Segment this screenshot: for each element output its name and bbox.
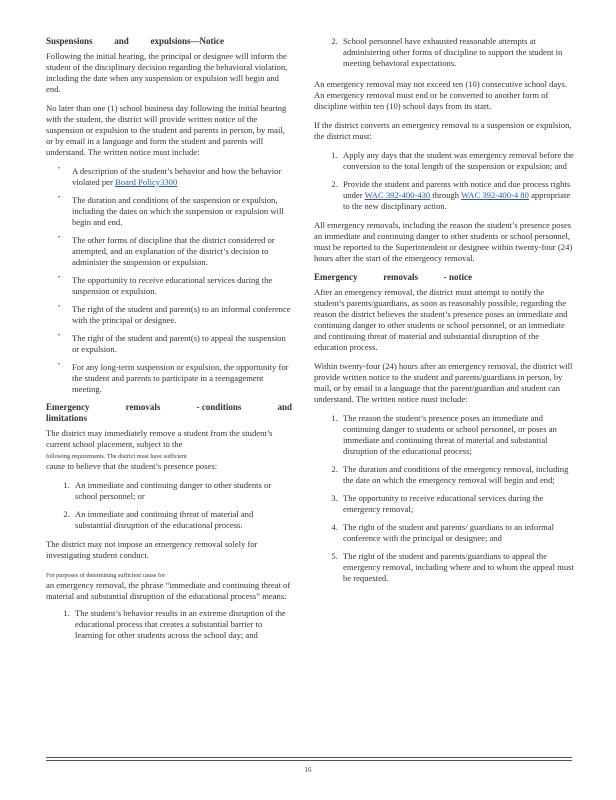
list-item: 2. The duration and conditions of the emergency removal, including the date on which the emergency removal will begin and end; bbox=[340, 464, 574, 486]
list-item-text: through bbox=[432, 190, 460, 200]
wac-link-1[interactable]: WAC 392-400-430 bbox=[364, 190, 431, 200]
page-number: 16 bbox=[304, 766, 312, 774]
list-item-text: A description of the student’s behavior and how the behavior violated per bbox=[72, 165, 282, 187]
list-item bbox=[46, 166, 292, 188]
paragraph: After an emergency removal, the district must attempt to notify the student’s parents/guardians, as soon as reasonably possible, regarding the reason the district believes the student’s presence poses an immediate and continuing danger to other students or school personnel, or an immediate and continuing threat of material and substantial disruption of the education process. bbox=[314, 286, 568, 352]
numbered-list bbox=[314, 150, 574, 212]
list-item: • The opportunity to receive educational services during the suspension or expulsion. bbox=[46, 275, 292, 297]
paragraph: Within twenty-four (24) hours after an emergency removal, the district will provide written notice to the student and parents/guardians in person, by mail, or by email in a language that the parent/guardian and student can understand. The written notice must include: bbox=[314, 360, 573, 404]
section-heading-emergency-conditions bbox=[46, 402, 292, 425]
left-column bbox=[46, 36, 292, 649]
numbered-list bbox=[314, 413, 574, 584]
paragraph bbox=[46, 428, 292, 472]
list-item: 3. The opportunity to receive educational services during the emergency removal; bbox=[340, 493, 574, 515]
list-item: • The right of the student and parent(s) to appeal the suspension or expulsion. bbox=[46, 333, 292, 355]
paragraph: No later than one (1) school business day following the initial hearing with the student, the district will provide written notice of the suspension or expulsion to the student and parents in person, by mail, or by email in a language and form the student and parents will understand. The written notice must include: bbox=[46, 102, 287, 157]
list-item: 1. An immediate and continuing danger to other students or school personnel; or bbox=[72, 480, 292, 502]
paragraph: An emergency removal may not exceed ten (10) consecutive school days. An emergency removal must end or be converted to another form of discipline within ten (10) school days from its start. bbox=[314, 79, 568, 111]
wac-link-2[interactable]: WAC 392-400-4 80 bbox=[461, 190, 529, 200]
list-item: 1. The reason the student’s presence poses an immediate and continuing danger to students or school personnel, or poses an immediate and continuing threat of material and substantial disruption of the educational process; bbox=[340, 413, 574, 457]
right-column bbox=[314, 36, 574, 592]
list-item-text: Provide the student and parents with notice and due process rights under bbox=[343, 179, 571, 200]
heading-word: expulsions—Notice bbox=[150, 36, 224, 46]
section-heading-emergency-notice bbox=[314, 272, 472, 284]
heading-word: - notice bbox=[443, 272, 472, 282]
list-item-text: appropriate to the new disciplinary action. bbox=[343, 190, 571, 211]
list-item: • The duration and conditions of the suspension or expulsion, including the dates on which the suspension or expulsion will begin and end. bbox=[46, 195, 292, 228]
paragraph-small-text: following requirements. The district must have sufficient bbox=[46, 452, 187, 460]
list-item: • The other forms of discipline that the district considered or attempted, and an explanation of the district’s decision to administer the suspension or expulsion. bbox=[46, 235, 292, 268]
heading-line bbox=[46, 402, 292, 414]
footer-divider bbox=[46, 760, 572, 761]
paragraph: The district may not impose an emergency removal solely for investigating student conduct. bbox=[46, 538, 258, 560]
heading-word: Suspensions bbox=[46, 36, 93, 46]
heading-word: limitations bbox=[46, 413, 88, 424]
list-item: 2. School personnel have exhausted reasonable attempts at administering other forms of discipline to support the student in meeting behavioral expectations. bbox=[340, 36, 574, 69]
paragraph-text: The district may immediately remove a student from the student’s current school placement, subject to the bbox=[46, 427, 273, 449]
board-policy-link[interactable]: Board Policy3300 bbox=[114, 176, 178, 187]
paragraph-text: cause to believe that the student’s presence poses: bbox=[46, 460, 218, 471]
footer-divider bbox=[46, 757, 572, 758]
notice-bullet-list bbox=[46, 166, 292, 395]
paragraph bbox=[46, 569, 292, 602]
numbered-list bbox=[46, 608, 292, 641]
numbered-list bbox=[314, 36, 574, 69]
list-item bbox=[340, 179, 574, 212]
list-item: 1. Apply any days that the student was emergency removal before the conversion to the total length of the suspension or expulsion; and bbox=[340, 150, 574, 172]
paragraph: All emergency removals, including the reason the student’s presence poses an immediate and continuing danger to other students or school personnel, must be reported to the Superintendent or designee within twenty-four (24) hours after the start of the emergency removal. bbox=[314, 220, 573, 263]
heading-word: Emergency bbox=[46, 401, 90, 412]
paragraph: If the district converts an emergency removal to a suspension or expulsion, the district must: bbox=[314, 120, 572, 141]
list-item: 5. The right of the student and parents/guardians to appeal the emergency removal, including where and to whom the appeal must be requested. bbox=[340, 551, 574, 584]
list-item: 4. The right of the student and parents/ guardians to an informal conference with the principal or designee; and bbox=[340, 522, 574, 544]
heading-word: Emergency bbox=[314, 272, 358, 282]
list-item: • For any long-term suspension or expulsion, the opportunity for the student and parents to participate in a reengagement meeting. bbox=[46, 362, 292, 395]
heading-word: - conditions bbox=[196, 401, 242, 412]
paragraph-text: an emergency removal, the phrase “immediate and continuing threat of material and substantial disruption of the educational process” means: bbox=[46, 579, 291, 601]
heading-word: and bbox=[277, 401, 292, 412]
heading-word: removals bbox=[125, 401, 161, 412]
paragraph-small-text: For purposes of determining sufficient cause for bbox=[46, 571, 166, 579]
section-heading-suspensions-notice bbox=[46, 36, 292, 48]
list-item: 2. An immediate and continuing threat of material and substantial disruption of the educational process. bbox=[72, 509, 292, 531]
numbered-list bbox=[46, 480, 292, 531]
list-item: • The right of the student and parent(s) to an informal conference with the principal or designee. bbox=[46, 304, 292, 326]
list-item: 1. The student’s behavior results in an extreme disruption of the educational process that creates a substantial barrier to learning for other students across the school day; and bbox=[72, 608, 292, 641]
paragraph: Following the initial hearing, the principal or designee will inform the student of the disciplinary decision regarding the behavioral violation, including the date when any suspension or expulsion will begin and end. bbox=[46, 50, 288, 94]
heading-word: and bbox=[114, 36, 129, 46]
heading-word: removals bbox=[383, 272, 419, 282]
